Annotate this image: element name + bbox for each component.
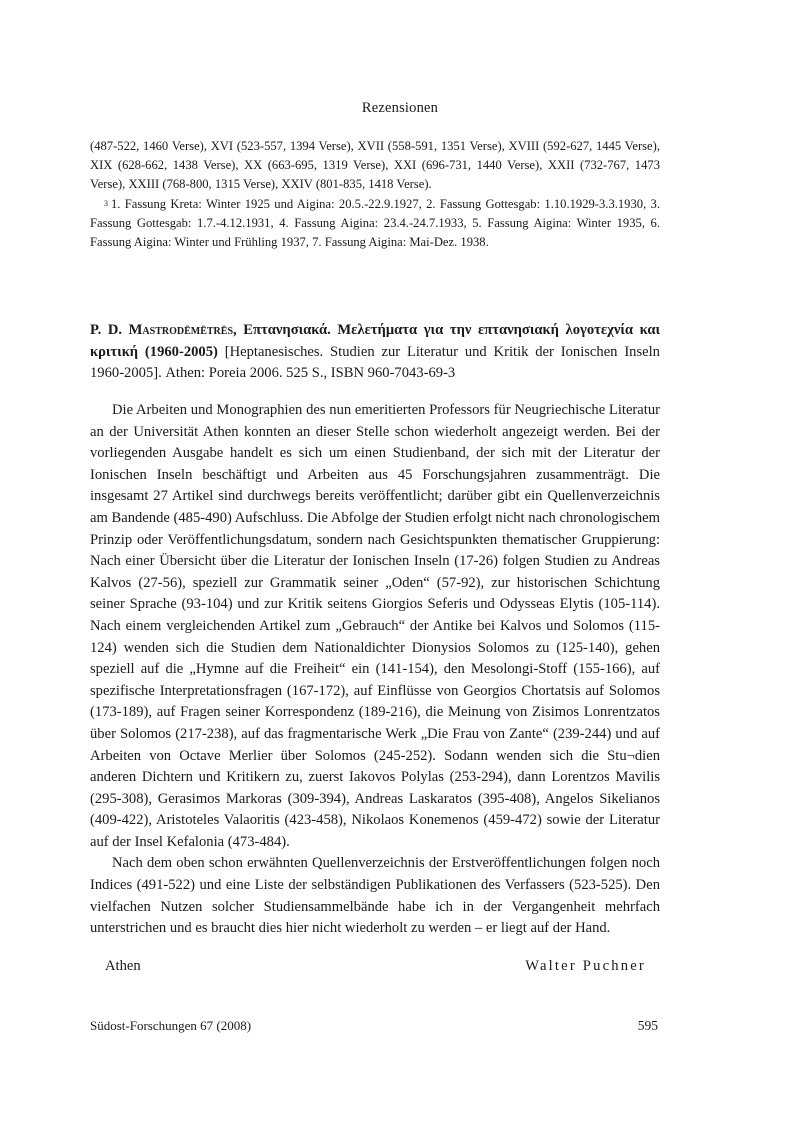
running-head: Rezensionen <box>361 100 439 116</box>
page-number: 595 <box>637 1018 658 1033</box>
journal-citation: Südost-Forschungen 67 (2008) <box>90 1018 252 1033</box>
review-author: P. D. Mastrodēmētrēs, <box>90 322 237 338</box>
footnote-marker: 3 <box>104 198 108 208</box>
footnote-continuation: (487-522, 1460 Verse), XVI (523-557, 1394 Verse), XVII (558-591, 1351 Verse), XVIII (592-627, 1445 Verse), XIX (628-662, 1438 Verse), XX (663-695, 1319 Verse), XXI (696-731, 1440 Verse), XXII (732-767, 1473 Verse), XXIII (768-800, 1315 Verse), XXIV (801-835, 1418 Verse). <box>90 139 660 192</box>
footnote-3 <box>90 195 660 253</box>
review-heading <box>90 320 660 385</box>
review-signature <box>90 958 660 982</box>
review-book-title: Επτανησιακά. Μελετήματα για την επτανησιακή λογοτεχνία και κριτική (1960-2005) <box>90 322 660 360</box>
footnotes <box>90 137 660 252</box>
page-footer <box>90 1018 660 1038</box>
review-paragraph-2: Nach dem oben schon erwähnten Quellenverzeichnis der Erstveröffentlichungen folgen noch Indices (491-522) und eine Liste der selbständigen Publikationen des Verfassers (523-525). Den vielfachen Nutzen solcher Studiensammelbände habe ich in der Vergangenheit mehrfach unterstrichen und es braucht dies hier nicht wiederholt zu werden – er liegt auf der Hand. <box>90 855 660 937</box>
review-body <box>90 400 660 940</box>
signature-place: Athen <box>105 958 141 974</box>
footnote-text: 1. Fassung Kreta: Winter 1925 und Aigina: 20.5.-22.9.1927, 2. Fassung Gottesgab: 1.10.1929-3.3.1930, 3. Fassung Gottesgab: 1.7.-4.12.1931, 4. Fassung Aigina: 23.4.-24.7.1933, 5. Fassung Aigina: Winter 1935, 6. Fassung Aigina: Winter und Frühling 1937, 7. Fassung Aigina: Mai-Dez. 1938. <box>90 196 660 250</box>
signature-reviewer: Walter Puchner <box>525 958 646 974</box>
review-paragraph-1: Die Arbeiten und Monographien des nun emeritierten Professors für Neugriechische Literatur an der Universität Athen konnten an dieser Stelle schon wiederholt angezeigt werden. Bei der vorliegenden Ausgabe handelt es sich um einen Studienband, der sich mit der Literatur der Ionischen Inseln beschäftigt und Arbeiten aus 45 Forschungsjahren zusammenträgt. Die insgesamt 27 Artikel sind durchwegs bereits veröffentlicht; darüber gibt ein Quellenverzeichnis am Bandende (485-490) Aufschluss. Die Abfolge der Studien erfolgt nicht nach chronologischem Prinzip oder Veröffentlichungsdatum, sondern nach Gesichtspunkten thematischer Gruppierung: Nach einer Übersicht über die Literatur der Ionischen Inseln (17-26) folgen Studien zu Andreas Kalvos (27-56), speziell zur Grammatik seiner „Oden“ (57-92), zur historischen Schichtung seiner Sprache (93-104) und zur Kritik seitens Giorgios Seferis und Odysseas Elytis (105-114). Nach einem vergleichenden Artikel zum „Gebrauch“ der Antike bei Kalvos und Solomos (115-124) wenden sich die Studien dem Nationaldichter Dionysios Solomos zu (125-140), gehen speziell auf die „Hymne auf die Freiheit“ ein (141-154), den Mesolongi-Stoff (155-166), auf spezifische Interpretationsfragen (167-172), auf Einflüsse von Georgios Chortatsis auf Solomos (173-189), auf Fragen seiner Korrespondenz (189-216), die Meinung von Zisimos Lonrentzatos über Solomos (217-238), auf das fragmentarische Werk „Die Frau von Zante“ (239-244) und auf Arbeiten von Octave Merlier über Solomos (245-252). Sodann wenden sich die Stu¬dien anderen Dichtern und Kritikern zu, zuerst Iakovos Polylas (253-294), dann Lorentzos Mavilis (295-308), Gerasimos Markoras (309-394), Andreas Laskaratos (395-408), Angelos Sikelianos (409-422), Aristoteles Valaoritis (423-458), Nikolaos Konemenos (459-472) sowie der Literatur auf der Insel Kefalonia (473-484). <box>90 402 660 850</box>
review-bibliographic-info: [Heptanesisches. Studien zur Literatur und Kritik der Ionischen Inseln 1960-2005]. Athen: Poreia 2006. 525 S., ISBN 960-7043-69-3 <box>90 343 660 381</box>
